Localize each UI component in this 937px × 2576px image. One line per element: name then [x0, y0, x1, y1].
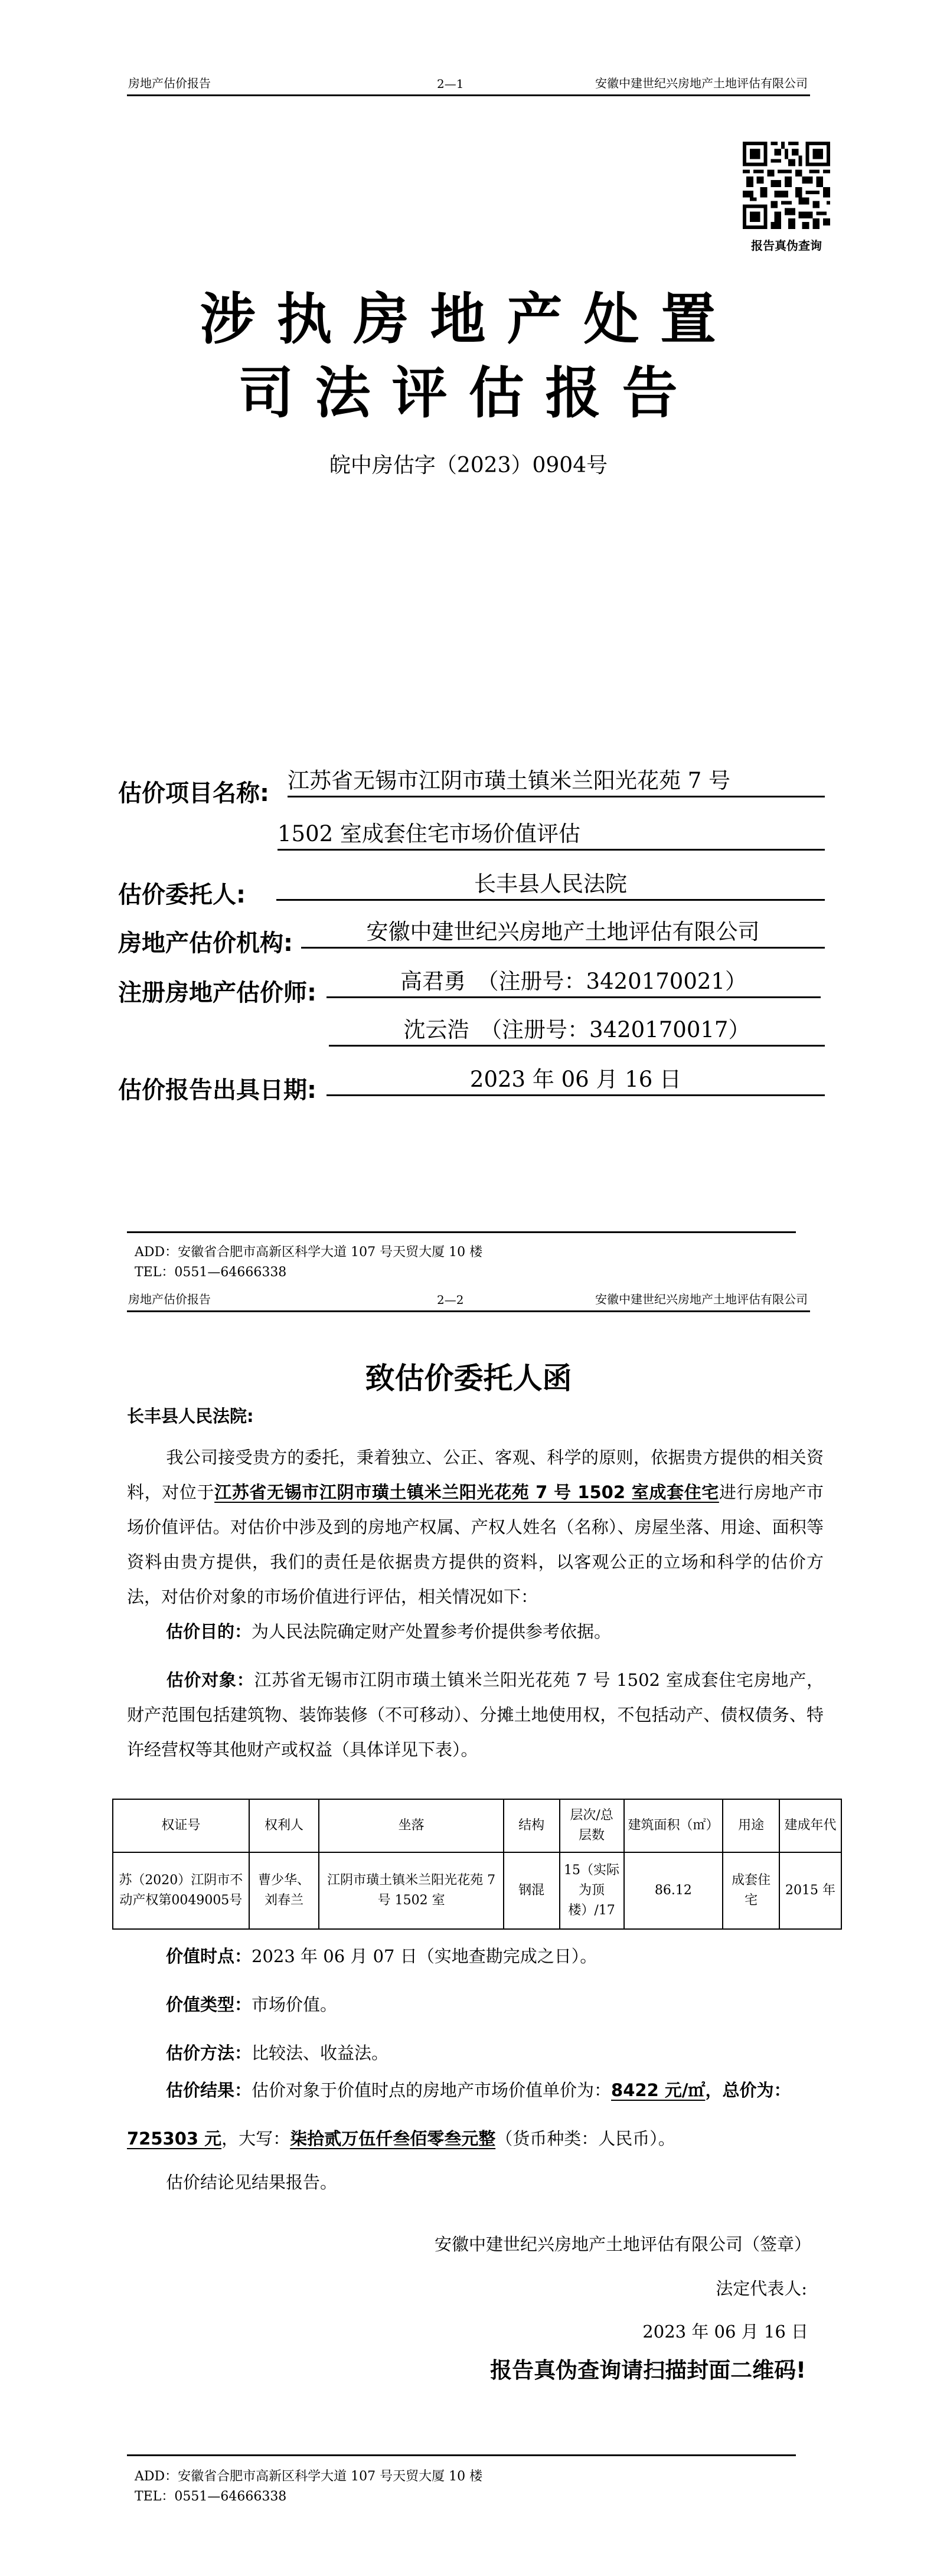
report-date-value: 2023 年 06 月 16 日: [327, 1066, 825, 1096]
cover-title-line2: 司法评估报告: [238, 361, 699, 426]
cell-usage: 成套住宅: [723, 1852, 779, 1929]
footer-divider: [127, 1231, 796, 1233]
col-header-usage: 用途: [723, 1799, 779, 1852]
intro-subject: 江苏省无锡市江阴市璜土镇米兰阳光花苑 7 号 1502 室成套住宅: [214, 1482, 719, 1502]
object-label: 估价对象：: [166, 1670, 254, 1690]
cell-owner: 曹少华、刘春兰: [249, 1852, 319, 1929]
method-label: 估价方法：: [166, 2043, 252, 2063]
salutation: [127, 1399, 824, 1434]
value-date-value: 2023 年 06 月 07 日（实地查勘完成之日）。: [252, 1946, 598, 1966]
footer-phone: TEL：0551—64666338: [135, 2489, 287, 2504]
cell-location: 江阴市璜土镇米兰阳光花苑 7 号 1502 室: [319, 1852, 503, 1929]
header-report-type: 房地产估价报告: [128, 76, 211, 90]
client-label: 估价委托人:: [118, 881, 246, 908]
header-company: 安徽中建世纪兴房地产土地评估有限公司: [595, 1292, 808, 1306]
result-paragraph: [127, 2066, 824, 2163]
cell-area: 86.12: [624, 1852, 723, 1929]
cell-cert-no: 苏（2020）江阴市不动产权第0049005号: [113, 1852, 249, 1929]
value-type-value: 市场价值。: [252, 1995, 338, 2015]
page1-header: [127, 71, 810, 96]
header-page-number: 2—2: [437, 1293, 464, 1307]
client-value: 长丰县人民法院: [276, 871, 825, 901]
project-name-value-line2: 1502 室成套住宅市场价值评估: [277, 820, 825, 851]
property-table: [112, 1799, 842, 1930]
col-header-year-built: 建成年代: [779, 1799, 841, 1852]
col-header-floor: 层次/总层数: [560, 1799, 624, 1852]
appraiser-label: 注册房地产估价师:: [118, 979, 316, 1006]
total-price: 725303 元: [127, 2129, 222, 2149]
cell-floor: 15（实际为顶楼）/17: [560, 1852, 624, 1929]
report-date-label: 估价报告出具日期:: [118, 1077, 316, 1104]
agency-label: 房地产估价机构:: [118, 930, 293, 957]
salutation-text: 长丰县人民法院:: [127, 1406, 254, 1426]
col-header-area: 建筑面积（㎡）: [624, 1799, 723, 1852]
col-header-location: 坐落: [319, 1799, 503, 1852]
header-company: 安徽中建世纪兴房地产土地评估有限公司: [595, 76, 808, 90]
cell-structure: 钢混: [504, 1852, 560, 1929]
method-value: 比较法、收益法。: [252, 2043, 389, 2063]
agency-value: 安徽中建世纪兴房地产土地评估有限公司: [301, 918, 825, 949]
result-mid: ，总价为：: [705, 2080, 791, 2100]
document-number: 皖中房估字（2023）0904号: [329, 453, 608, 478]
qr-caption: 报告真伪查询: [751, 238, 822, 253]
object-paragraph: [127, 1663, 824, 1767]
cell-year-built: 2015 年: [779, 1852, 841, 1929]
signature-date: 2023 年 06 月 16 日: [642, 2322, 808, 2342]
intro-paragraph: [127, 1440, 824, 1614]
footer-divider: [127, 2454, 796, 2456]
letter-title: 致估价委托人函: [365, 1361, 572, 1395]
page2-header: [127, 1287, 810, 1312]
conclusion-text: 估价结论见结果报告。: [166, 2172, 338, 2192]
value-date-paragraph: [127, 1939, 824, 1974]
verify-notice: 报告真伪查询请扫描封面二维码!: [490, 2358, 806, 2383]
purpose-label: 估价目的：: [166, 1622, 252, 1642]
value-date-label: 价值时点：: [166, 1946, 252, 1966]
header-report-type: 房地产估价报告: [128, 1292, 211, 1306]
object-value: 江苏省无锡市江阴市璜土镇米兰阳光花苑 7 号 1502 室成套住宅房地产，财产范围包括建筑物、装饰装修（不可移动）、分摊土地使用权，不包括动产、债权债务、特许经营权等其他财产或权益（具体详见下表）。: [127, 1670, 824, 1760]
header-page-number: 2—1: [437, 77, 464, 91]
footer-phone: TEL：0551—64666338: [135, 1265, 287, 1280]
appraiser-1: 高君勇 （注册号：3420170021）: [327, 968, 821, 998]
signature-company: 安徽中建世纪兴房地产土地评估有限公司（签章）: [434, 2234, 811, 2254]
result-label: 估价结果：: [166, 2080, 252, 2100]
value-type-paragraph: [127, 1987, 824, 2022]
unit-price: 8422 元/㎡: [611, 2080, 706, 2100]
project-name-value-line1: 江苏省无锡市江阴市璜土镇米兰阳光花苑 7 号: [288, 767, 825, 797]
result-mid2: ，大写：: [221, 2129, 290, 2149]
result-post: （货币种类：人民币）。: [495, 2129, 675, 2149]
appraiser-2: 沈云浩 （注册号：3420170017）: [329, 1016, 825, 1047]
purpose-paragraph: [127, 1614, 824, 1649]
col-header-cert-no: 权证号: [113, 1799, 249, 1852]
total-price-words: 柒拾贰万伍仟叁佰零叁元整: [290, 2129, 496, 2149]
table-header-row: [113, 1799, 841, 1852]
col-header-structure: 结构: [504, 1799, 560, 1852]
purpose-value: 为人民法院确定财产处置参考价提供参考依据。: [252, 1622, 612, 1642]
table-row: [113, 1852, 841, 1929]
cover-title-line1: 涉执房地产处置: [200, 287, 737, 352]
result-pre: 估价对象于价值时点的房地产市场价值单价为：: [252, 2080, 612, 2100]
qr-code-icon[interactable]: [743, 142, 830, 229]
legal-representative: 法定代表人:: [716, 2278, 807, 2299]
footer-address: ADD：安徽省合肥市高新区科学大道 107 号天贸大厦 10 楼: [135, 1245, 483, 1260]
intro-pre: 我公司接受贵方的委托，秉着独立、公正、客观、科学的原则，依据贵方提供的相关资料，对位于: [127, 1447, 824, 1502]
intro-post: 进行房地产市场价值评估。对估价中涉及到的房地产权属、产权人姓名（名称）、房屋坐落、用途、面积等资料由贵方提供，我们的责任是依据贵方提供的资料，以客观公正的立场和科学的估价方法，对估价对象的市场价值进行评估，相关情况如下：: [127, 1482, 824, 1607]
project-name-label: 估价项目名称:: [118, 780, 269, 807]
value-type-label: 价值类型：: [166, 1995, 252, 2015]
col-header-owner: 权利人: [249, 1799, 319, 1852]
conclusion-paragraph: [127, 2165, 824, 2200]
footer-address: ADD：安徽省合肥市高新区科学大道 107 号天贸大厦 10 楼: [135, 2469, 483, 2484]
